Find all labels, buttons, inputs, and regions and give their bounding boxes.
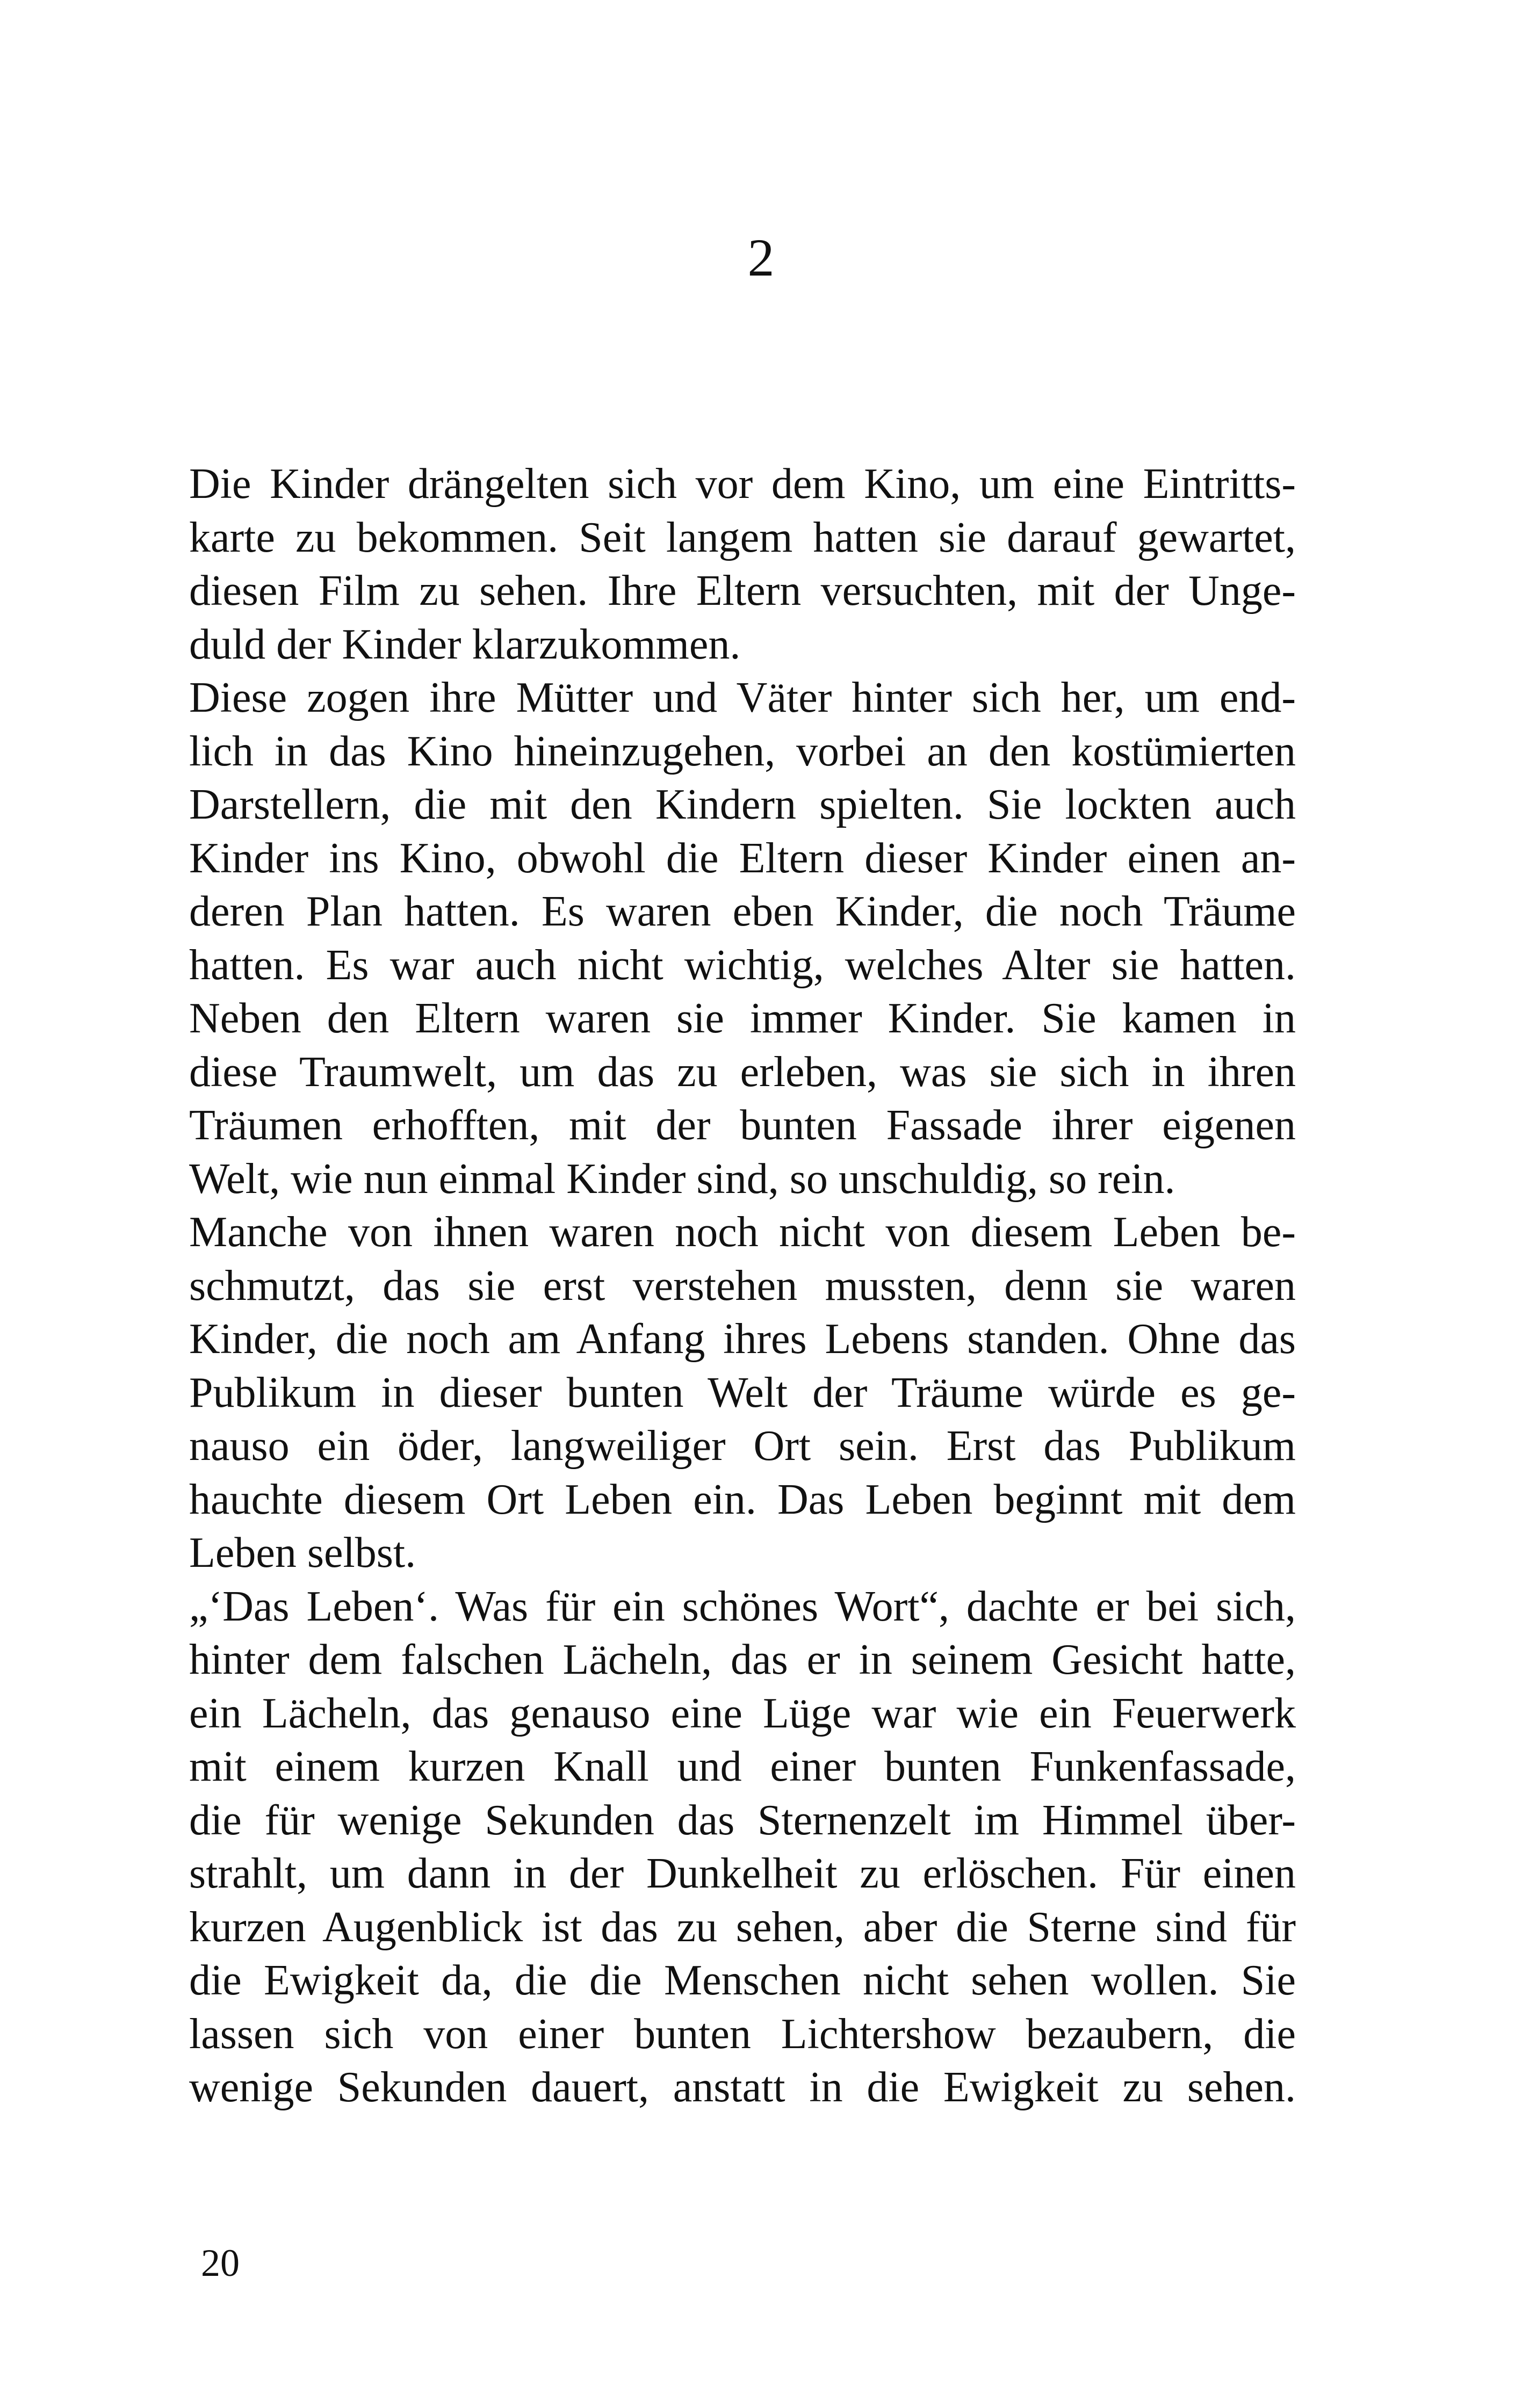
text-line: kurzen Augenblick ist das zu sehen, aber die Sterne sind für	[189, 1903, 1296, 1951]
text-line: nauso ein öder, langweiliger Ort sein. Erst das Publikum	[189, 1422, 1296, 1470]
text-line: die Ewigkeit da, die die Menschen nicht sehen wollen. Sie	[189, 1957, 1296, 2004]
text-line: hauchte diesem Ort Leben ein. Das Leben beginnt mit dem	[189, 1476, 1296, 1523]
text-line: wenige Sekunden dauert, anstatt in die Ewigkeit zu sehen.	[189, 2064, 1296, 2111]
text-line: die für wenige Sekunden das Sternenzelt im Himmel über-	[189, 1796, 1296, 1844]
text-line: hatten. Es war auch nicht wichtig, welches Alter sie hatten.	[189, 941, 1296, 989]
text-line: Darstellern, die mit den Kindern spielten. Sie lockten auch	[189, 781, 1296, 828]
text-line: Welt, wie nun einmal Kinder sind, so unschuldig, so rein.	[189, 1155, 1175, 1203]
body-text	[189, 458, 1296, 2115]
text-line: duld der Kinder klarzukommen.	[189, 620, 741, 668]
text-line: hinter dem falschen Lächeln, das er in seinem Gesicht hatte,	[189, 1636, 1296, 1683]
text-line: Publikum in dieser bunten Welt der Träume würde es ge-	[189, 1369, 1296, 1416]
text-line: „‘Das Leben‘. Was für ein schönes Wort“, dachte er bei sich,	[189, 1582, 1296, 1630]
text-line: mit einem kurzen Knall und einer bunten Funkenfassade,	[189, 1743, 1296, 1790]
text-line: diesen Film zu sehen. Ihre Eltern versuchten, mit der Unge-	[189, 567, 1296, 614]
text-line: diese Traumwelt, um das zu erleben, was sie sich in ihren	[189, 1048, 1296, 1096]
text-line: Die Kinder drängelten sich vor dem Kino, um eine Eintritts-	[189, 460, 1296, 508]
page-number: 20	[201, 2241, 240, 2284]
text-line: Träumen erhofften, mit der bunten Fassade ihrer eigenen	[189, 1102, 1296, 1149]
text-line: ein Lächeln, das genauso eine Lüge war wie ein Feuerwerk	[189, 1689, 1296, 1737]
text-line: lich in das Kino hineinzugehen, vorbei an den kostümierten	[189, 727, 1296, 775]
text-line: karte zu bekommen. Seit langem hatten sie darauf gewartet,	[189, 514, 1296, 561]
text-line: deren Plan hatten. Es waren eben Kinder, die noch Träume	[189, 888, 1296, 935]
text-line: schmutzt, das sie erst verstehen mussten, denn sie waren	[189, 1262, 1296, 1310]
text-line: Kinder, die noch am Anfang ihres Lebens standen. Ohne das	[189, 1315, 1296, 1363]
text-line: Diese zogen ihre Mütter und Väter hinter sich her, um end-	[189, 674, 1296, 721]
text-line: Neben den Eltern waren sie immer Kinder. Sie kamen in	[189, 995, 1296, 1042]
text-line: strahlt, um dann in der Dunkelheit zu erlöschen. Für einen	[189, 1850, 1296, 1897]
text-line: Kinder ins Kino, obwohl die Eltern dieser Kinder einen an-	[189, 834, 1296, 882]
text-line: Manche von ihnen waren noch nicht von diesem Leben be-	[189, 1209, 1296, 1256]
text-line: Leben selbst.	[189, 1529, 416, 1577]
text-line: lassen sich von einer bunten Lichtershow bezaubern, die	[189, 2010, 1296, 2058]
chapter-number: 2	[747, 228, 775, 287]
